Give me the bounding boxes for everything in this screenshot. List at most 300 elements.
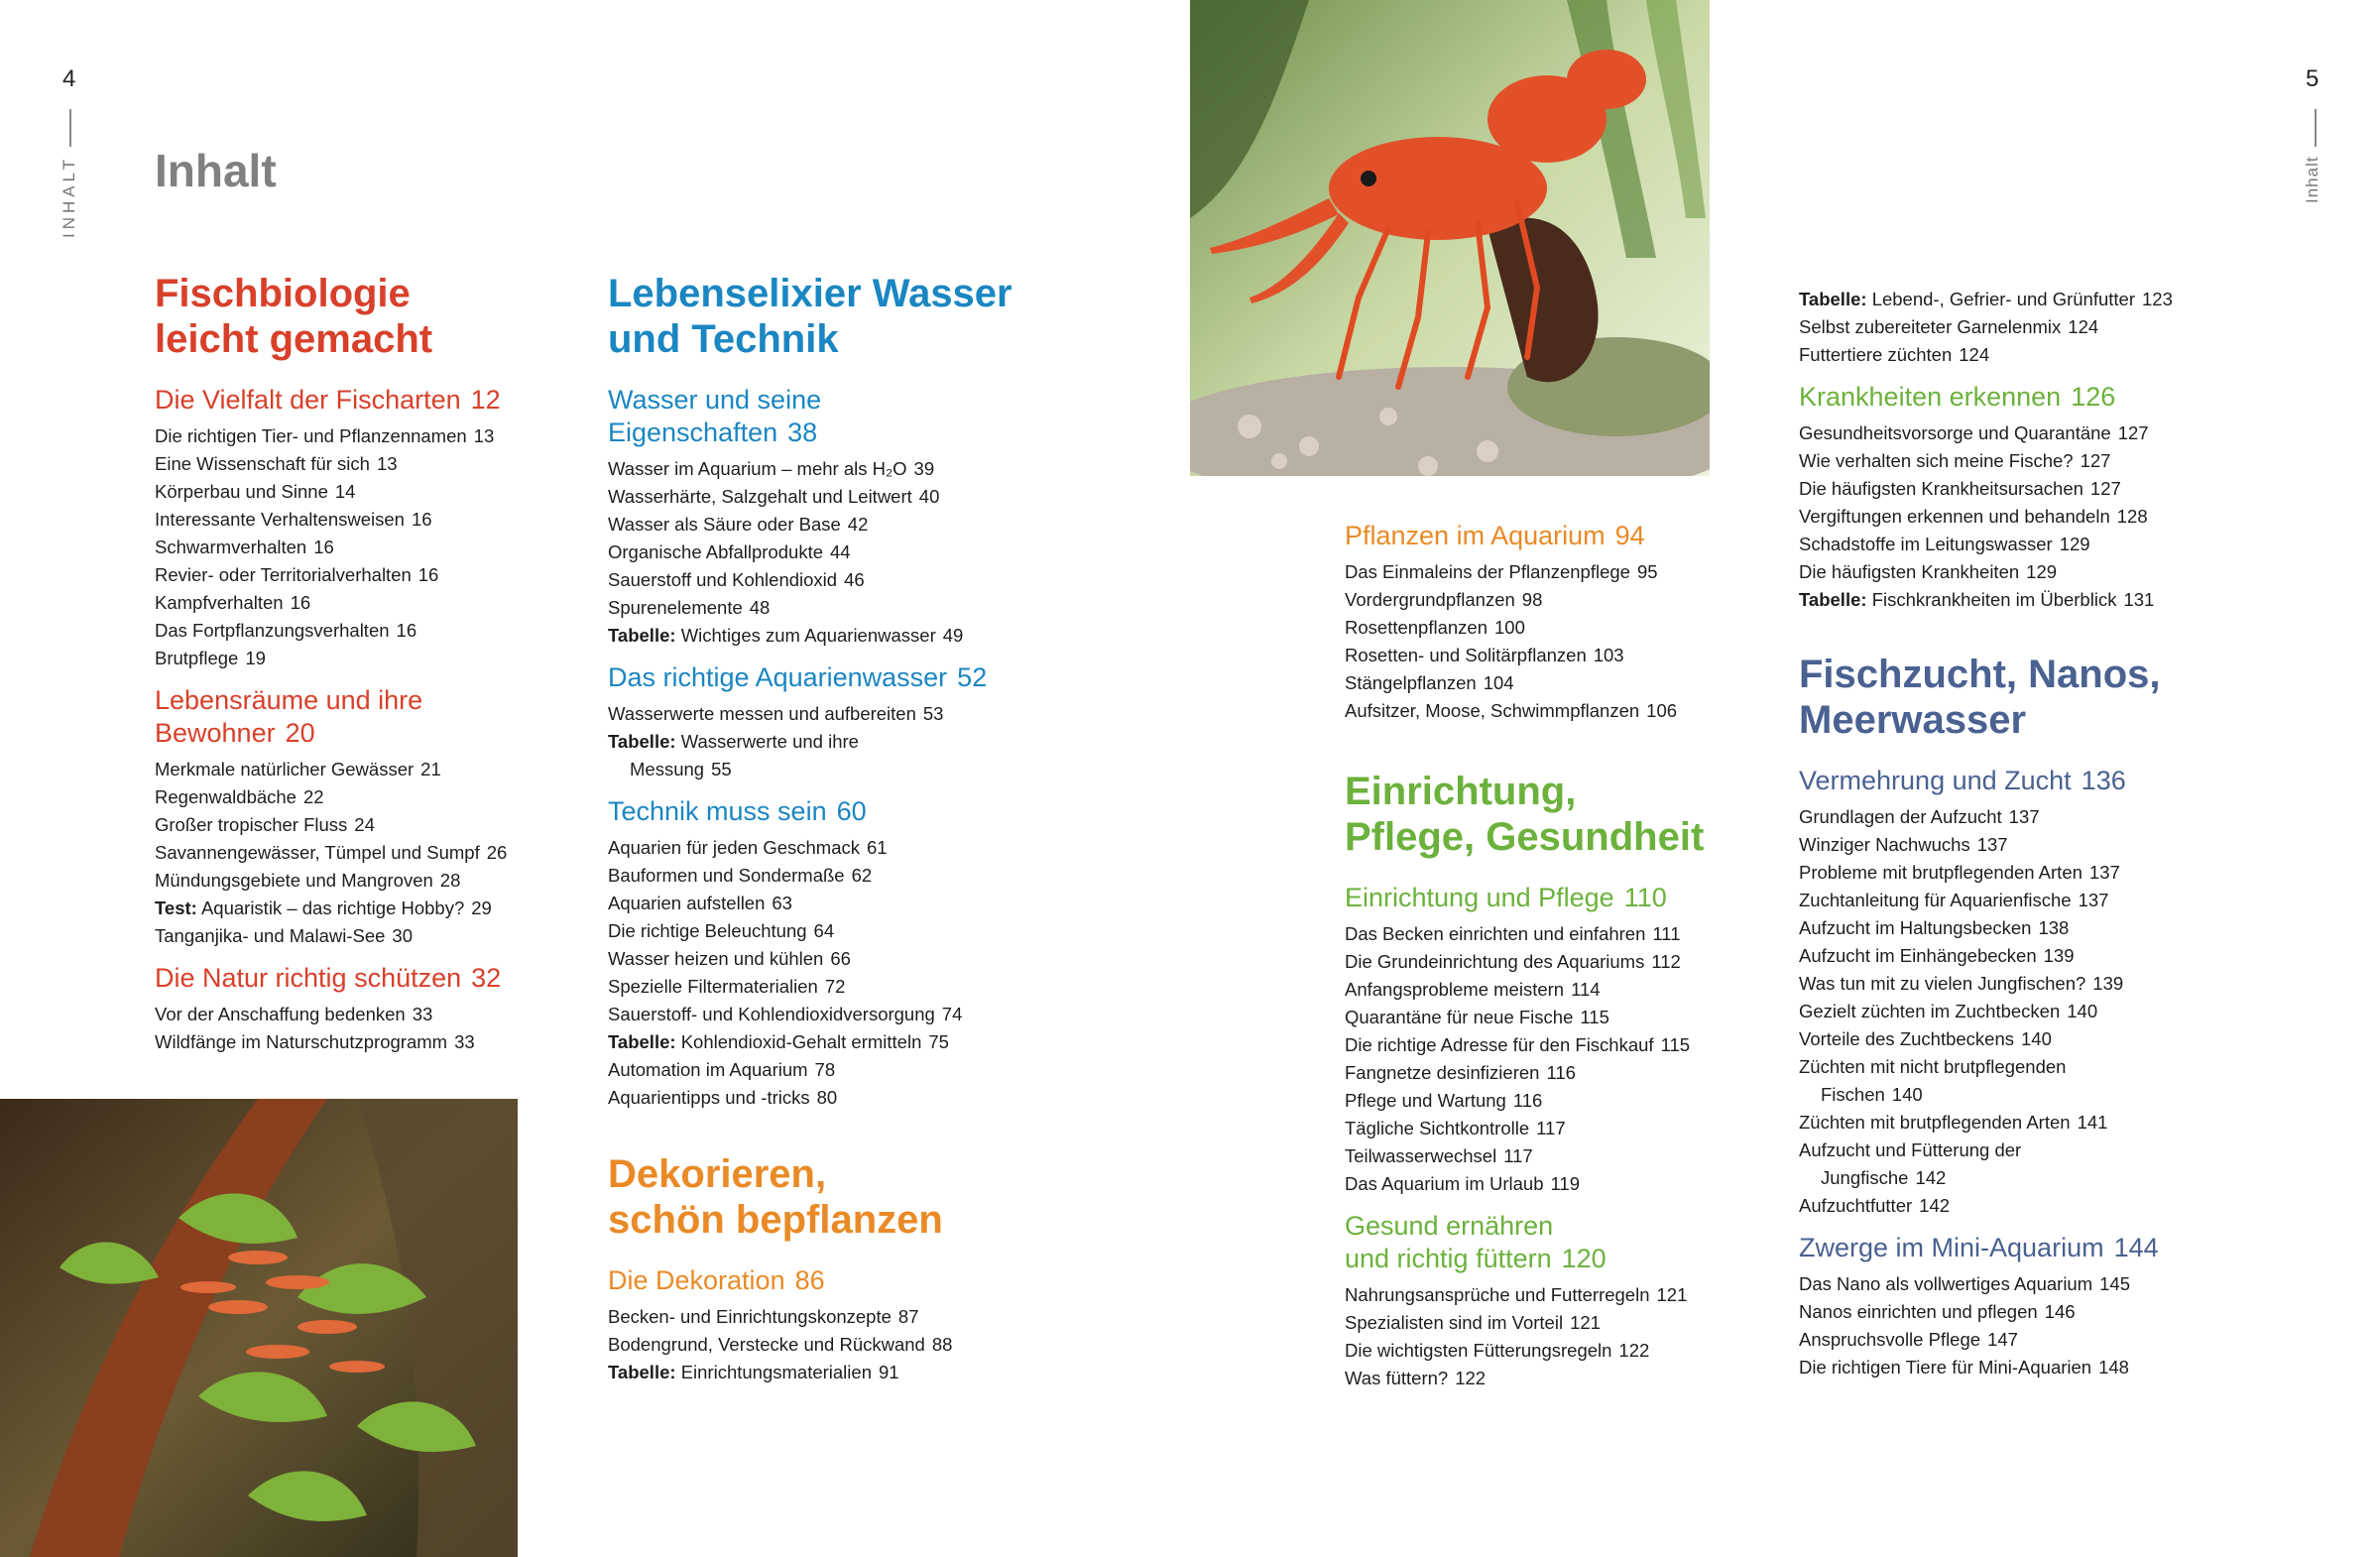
entry-title: Schwarmverhalten [155, 537, 307, 557]
toc-entry[interactable] [608, 566, 1044, 594]
toc-entry[interactable] [608, 973, 1044, 1001]
entry-title: Aufsitzer, Moose, Schwimmpflanzen [1345, 700, 1640, 721]
entry-title: Großer tropischer Fluss [155, 814, 348, 835]
toc-entry[interactable] [1799, 887, 2235, 914]
entry-title: Wasserhärte, Salzgehalt und Leitwert [608, 486, 912, 507]
toc-entry[interactable] [608, 1331, 1044, 1359]
entry-page-number: 127 [2080, 450, 2111, 471]
toc-entry-list [1799, 1270, 2235, 1381]
entry-title: Aufzucht im Einhängebecken [1799, 945, 2037, 966]
entry-page-number: 72 [824, 976, 846, 997]
entry-title: Probleme mit brutpflegenden Arten [1799, 862, 2082, 883]
entry-page-number: 103 [1593, 645, 1624, 665]
runner-rule-left [69, 109, 71, 147]
entry-page-number: 46 [844, 569, 865, 590]
entry-page-number: 104 [1483, 672, 1514, 693]
entry-page-number: 140 [1891, 1084, 1923, 1105]
toc-entry[interactable] [1799, 1298, 2235, 1326]
entry-page-number: 26 [486, 842, 508, 863]
toc-entry[interactable] [1345, 1115, 1781, 1142]
toc-entry[interactable] [1345, 642, 1781, 669]
toc-entry[interactable] [608, 1359, 1044, 1386]
chapter-heading[interactable] [608, 795, 1044, 828]
entry-prefix: Tabelle: [1799, 289, 1867, 309]
toc-entry[interactable] [1799, 286, 2235, 313]
entry-page-number: 66 [830, 948, 851, 969]
toc-entry-list [1799, 419, 2235, 614]
entry-page-number: 53 [922, 703, 944, 724]
toc-entry[interactable] [1345, 697, 1781, 725]
toc-entry[interactable] [1799, 914, 2235, 942]
toc-entry[interactable] [608, 594, 1044, 622]
entry-page-number: 146 [2044, 1301, 2076, 1322]
entry-title: Automation im Aquarium [608, 1059, 808, 1080]
entry-page-number: 137 [2008, 806, 2040, 827]
entry-title: Die richtigen Tier- und Pflanzennamen [155, 425, 467, 446]
chapter-title: Die Vielfalt der Fischarten [155, 385, 461, 415]
entry-title: Quarantäne für neue Fische [1345, 1007, 1574, 1027]
toc-entry[interactable] [155, 450, 591, 478]
toc-entry[interactable] [608, 917, 1044, 945]
entry-page-number: 137 [1976, 834, 2008, 855]
entry-page-number: 95 [1636, 561, 1658, 582]
entry-page-number: 147 [1987, 1329, 2018, 1350]
entry-page-number: 128 [2116, 506, 2148, 527]
entry-page-number: 100 [1494, 617, 1525, 638]
entry-title: Gezielt züchten im Zuchtbecken [1799, 1001, 2061, 1021]
toc-entry[interactable] [155, 1001, 591, 1028]
entry-title: Bodengrund, Verstecke und Rückwand [608, 1334, 925, 1355]
entry-page-number: 62 [851, 865, 873, 886]
entry-title: Schadstoffe im Leitungswasser [1799, 534, 2053, 554]
toc-entry[interactable] [1799, 1081, 2235, 1109]
chapter-page-number: 12 [470, 385, 501, 415]
toc-entry[interactable] [1799, 1109, 2235, 1137]
toc-entry[interactable] [1799, 341, 2235, 369]
entry-title: Gesundheitsvorsorge und Quarantäne [1799, 422, 2111, 443]
entry-page-number: 124 [1959, 344, 1990, 365]
entry-prefix: Tabelle: [608, 1362, 676, 1382]
toc-section [155, 271, 591, 1056]
chapter-heading[interactable] [1799, 1232, 2235, 1264]
toc-section [1799, 286, 2235, 614]
toc-entry-list [608, 700, 1044, 783]
entry-page-number: 48 [749, 597, 771, 618]
toc-entry[interactable] [1799, 1354, 2235, 1381]
entry-title: Winziger Nachwuchs [1799, 834, 1970, 855]
running-head-left: INHALT [60, 155, 78, 238]
toc-entry[interactable] [1799, 998, 2235, 1025]
entry-page-number: 137 [2088, 862, 2120, 883]
entry-title: Aquarientipps und -tricks [608, 1087, 810, 1108]
entry-title: Mündungsgebiete und Mangroven [155, 870, 433, 891]
toc-entry[interactable] [155, 561, 591, 589]
entry-prefix: Tabelle: [1799, 589, 1867, 610]
entry-page-number: 16 [313, 537, 334, 557]
chapter-page-number: 94 [1614, 521, 1645, 550]
entry-page-number: 127 [2117, 422, 2149, 443]
toc-entry[interactable] [155, 478, 591, 506]
toc-entry[interactable] [1345, 669, 1781, 697]
chapter-heading[interactable] [1345, 520, 1781, 552]
chapter-heading[interactable] [1345, 1210, 1781, 1275]
entry-title: Revier- oder Territorialverhalten [155, 564, 412, 585]
entry-page-number: 78 [814, 1059, 836, 1080]
entry-page-number: 138 [2038, 917, 2070, 938]
entry-page-number: 33 [412, 1004, 433, 1024]
toc-entry[interactable] [1799, 558, 2235, 586]
entry-title: Merkmale natürlicher Gewässer [155, 759, 415, 779]
entry-page-number: 115 [1580, 1007, 1609, 1027]
toc-entry[interactable] [1799, 803, 2235, 831]
toc-entry[interactable] [608, 511, 1044, 539]
toc-entry-list [1799, 803, 2235, 1220]
toc-entry[interactable] [608, 834, 1044, 862]
chapter-title: Vermehrung und Zucht [1799, 766, 2072, 795]
section-title-line: Pflege, Gesundheit [1345, 815, 1705, 859]
toc-entry[interactable] [155, 756, 591, 783]
entry-page-number: 22 [302, 786, 324, 807]
entry-page-number: 140 [2021, 1028, 2052, 1049]
entry-page-number: 64 [813, 920, 835, 941]
toc-section [1345, 769, 1781, 1392]
toc-entry[interactable] [608, 483, 1044, 511]
entry-page-number: 119 [1550, 1173, 1580, 1194]
chapter-heading[interactable] [155, 962, 591, 995]
aquarium-fish-photo [0, 1099, 518, 1557]
toc-entry[interactable] [1345, 1142, 1781, 1170]
toc-entry[interactable] [608, 862, 1044, 890]
entry-title: Lebend-, Gefrier- und Grünfutter [1871, 289, 2135, 309]
section-title-line: Lebenselixier Wasser [608, 272, 1012, 315]
entry-title: Wichtiges zum Aquarienwasser [680, 625, 936, 646]
toc-entry[interactable] [1799, 1326, 2235, 1354]
toc-entry[interactable] [1799, 831, 2235, 859]
entry-title: Aquarien aufstellen [608, 893, 766, 913]
toc-entry[interactable] [155, 811, 591, 839]
toc-entry[interactable] [1799, 1137, 2235, 1164]
toc-entry[interactable] [155, 895, 591, 922]
entry-page-number: 140 [2067, 1001, 2098, 1021]
toc-entry[interactable] [1345, 920, 1781, 948]
toc-section [608, 271, 1044, 1112]
section-title [608, 271, 1044, 362]
entry-page-number: 28 [439, 870, 461, 891]
entry-title: Savannengewässer, Tümpel und Sumpf [155, 842, 480, 863]
toc-entry[interactable] [608, 1303, 1044, 1331]
entry-page-number: 21 [420, 759, 441, 779]
toc-entry[interactable] [155, 783, 591, 811]
toc-entry[interactable] [155, 506, 591, 534]
entry-title: Eine Wissenschaft für sich [155, 453, 370, 474]
toc-entry[interactable] [1345, 1031, 1781, 1059]
entry-page-number: 55 [711, 759, 732, 779]
chapter-heading[interactable] [608, 384, 1044, 449]
entry-title: Tägliche Sichtkontrolle [1345, 1118, 1530, 1138]
chapter-heading[interactable] [1345, 882, 1781, 914]
entry-title: Spezielle Filtermaterialien [608, 976, 818, 997]
toc-entry[interactable] [608, 1084, 1044, 1112]
entry-title: Zuchtanleitung für Aquarienfische [1799, 890, 2072, 910]
chapter-title: Krankheiten erkennen [1799, 382, 2062, 412]
entry-title: Fischen [1821, 1084, 1885, 1105]
entry-page-number: 137 [2078, 890, 2109, 910]
entry-prefix: Tabelle: [608, 731, 676, 752]
entry-title: Was füttern? [1345, 1368, 1449, 1388]
entry-page-number: 74 [941, 1004, 963, 1024]
runner-rule-right [2315, 109, 2317, 147]
toc-entry[interactable] [1799, 475, 2235, 503]
entry-page-number: 112 [1651, 951, 1681, 972]
toc-entry[interactable] [1345, 1004, 1781, 1031]
entry-page-number: 139 [2092, 973, 2124, 994]
entry-title: Messung [630, 759, 705, 779]
chapter-page-number: 136 [2081, 766, 2126, 795]
chapter-heading[interactable] [1799, 381, 2235, 414]
toc-entry[interactable] [608, 1001, 1044, 1028]
entry-page-number: 139 [2043, 945, 2075, 966]
entry-page-number: 88 [931, 1334, 953, 1355]
entry-title: Wasser als Säure oder Base [608, 514, 841, 535]
toc-entry-list [1345, 1281, 1781, 1392]
entry-title: Wasserwerte und ihre [680, 731, 859, 752]
toc-entry[interactable] [155, 645, 591, 672]
entry-page-number: 127 [2089, 478, 2121, 499]
entry-title: Die richtige Beleuchtung [608, 920, 807, 941]
toc-column-2 [608, 271, 1044, 1398]
entry-page-number: 106 [1646, 700, 1678, 721]
entry-page-number: 16 [411, 509, 432, 530]
entry-title: Interessante Verhaltensweisen [155, 509, 405, 530]
chapter-page-number: 20 [285, 718, 315, 748]
toc-entry[interactable] [1345, 1087, 1781, 1115]
entry-title: Becken- und Einrichtungskonzepte [608, 1306, 892, 1327]
entry-title: Aufzucht im Haltungsbecken [1799, 917, 2032, 938]
section-title [1345, 769, 1781, 860]
entry-page-number: 42 [847, 514, 869, 535]
entry-page-number: 16 [417, 564, 439, 585]
entry-title: Wildfänge im Naturschutzprogramm [155, 1031, 448, 1052]
entry-prefix: Tabelle: [608, 1031, 676, 1052]
toc-entry[interactable] [608, 622, 1044, 650]
entry-title: Aufzuchtfutter [1799, 1195, 1913, 1216]
chapter-heading[interactable] [608, 1264, 1044, 1297]
entry-title: Wie verhalten sich meine Fische? [1799, 450, 2074, 471]
chapter-title: Einrichtung und Pflege [1345, 883, 1614, 912]
toc-entry[interactable] [155, 1028, 591, 1056]
chapter-title: Lebensräume und ihre [155, 685, 423, 715]
chapter-title: Die Dekoration [608, 1265, 785, 1295]
section-title-line: Meerwasser [1799, 698, 2027, 742]
toc-entry[interactable] [608, 728, 1044, 756]
toc-section [1345, 520, 1781, 725]
toc-entry[interactable] [155, 922, 591, 950]
toc-entry[interactable] [1345, 1170, 1781, 1198]
toc-entry[interactable] [1799, 970, 2235, 998]
toc-entry-list [155, 1001, 591, 1056]
entry-page-number: 63 [772, 893, 792, 913]
entry-title: Die wichtigsten Fütterungsregeln [1345, 1340, 1612, 1361]
entry-page-number: 30 [392, 925, 413, 946]
toc-entry[interactable] [1345, 1281, 1781, 1309]
toc-entry[interactable] [1345, 976, 1781, 1004]
toc-entry[interactable] [155, 617, 591, 645]
section-title [155, 271, 591, 362]
toc-entry[interactable] [608, 539, 1044, 566]
entry-title: Das Nano als vollwertiges Aquarium [1799, 1273, 2093, 1294]
entry-page-number: 141 [2077, 1112, 2108, 1133]
toc-entry[interactable] [608, 756, 1044, 783]
chapter-title: Gesund ernähren [1345, 1211, 1554, 1241]
toc-entry[interactable] [155, 534, 591, 561]
crayfish-photo [1190, 0, 1710, 476]
entry-title: Rosetten- und Solitärpflanzen [1345, 645, 1587, 665]
entry-page-number: 24 [354, 814, 375, 835]
toc-entry-list [1345, 558, 1781, 725]
entry-title: Das Becken einrichten und einfahren [1345, 923, 1646, 944]
toc-entry[interactable] [1799, 313, 2235, 341]
entry-title: Vergiftungen erkennen und behandeln [1799, 506, 2110, 527]
section-title-line: leicht gemacht [155, 317, 433, 361]
entry-title: Tanganjika- und Malawi-See [155, 925, 386, 946]
entry-title: Fangnetze desinfizieren [1345, 1062, 1540, 1083]
toc-entry[interactable] [608, 945, 1044, 973]
entry-page-number: 98 [1521, 589, 1543, 610]
entry-title: Wasser im Aquarium – mehr als H₂O [608, 458, 907, 479]
chapter-page-number: 52 [957, 662, 988, 692]
toc-entry[interactable] [1799, 586, 2235, 614]
entry-page-number: 87 [897, 1306, 919, 1327]
entry-title: Die Grundeinrichtung des Aquariums [1345, 951, 1645, 972]
entry-title: Sauerstoff- und Kohlendioxidversorgung [608, 1004, 935, 1024]
entry-title: Bauformen und Sondermaße [608, 865, 845, 886]
toc-entry[interactable] [608, 455, 1044, 483]
chapter-heading[interactable] [155, 384, 591, 417]
section-title-line: Fischbiologie [155, 272, 411, 315]
toc-entry[interactable] [1799, 1270, 2235, 1298]
chapter-title: Pflanzen im Aquarium [1345, 521, 1606, 550]
toc-entry[interactable] [1345, 1309, 1781, 1337]
toc-entry[interactable] [1799, 419, 2235, 447]
toc-section [1799, 652, 2235, 1381]
toc-entry-list [1345, 920, 1781, 1198]
entry-prefix: Tabelle: [608, 625, 676, 646]
toc-section [608, 1151, 1044, 1386]
chapter-title: und richtig füttern [1345, 1244, 1552, 1273]
entry-title: Anspruchsvolle Pflege [1799, 1329, 1981, 1350]
entry-title: Das Fortpflanzungsverhalten [155, 620, 390, 641]
entry-page-number: 116 [1546, 1062, 1576, 1083]
toc-entry[interactable] [1345, 948, 1781, 976]
toc-entry-list [1799, 286, 2235, 369]
chapter-title: Bewohner [155, 718, 276, 748]
toc-entry[interactable] [1345, 1365, 1781, 1392]
section-title-line: Einrichtung, [1345, 770, 1577, 813]
toc-entry[interactable] [155, 422, 591, 450]
toc-entry[interactable] [1345, 558, 1781, 586]
entry-page-number: 148 [2098, 1357, 2129, 1377]
chapter-title: Wasser und seine [608, 385, 822, 415]
entry-page-number: 117 [1536, 1118, 1566, 1138]
chapter-title: Das richtige Aquarienwasser [608, 662, 948, 692]
toc-entry[interactable] [155, 589, 591, 617]
toc-entry-list [155, 756, 591, 950]
toc-entry[interactable] [608, 1028, 1044, 1056]
entry-title: Sauerstoff und Kohlendioxid [608, 569, 838, 590]
entry-title: Einrichtungsmaterialien [680, 1362, 872, 1382]
entry-title: Jungfische [1821, 1167, 1909, 1188]
entry-title: Kohlendioxid-Gehalt ermitteln [680, 1031, 922, 1052]
toc-entry[interactable] [1799, 447, 2235, 475]
entry-page-number: 16 [396, 620, 417, 641]
entry-page-number: 80 [816, 1087, 838, 1108]
toc-entry[interactable] [608, 890, 1044, 917]
entry-title: Die häufigsten Krankheiten [1799, 561, 2020, 582]
entry-title: Spurenelemente [608, 597, 743, 618]
entry-title: Aquarien für jeden Geschmack [608, 837, 860, 858]
entry-page-number: 122 [1618, 1340, 1650, 1361]
entry-page-number: 123 [2142, 289, 2173, 309]
entry-title: Futtertiere züchten [1799, 344, 1953, 365]
toc-entry[interactable] [608, 700, 1044, 728]
entry-title: Vor der Anschaffung bedenken [155, 1004, 406, 1024]
entry-title: Stängelpflanzen [1345, 672, 1477, 693]
entry-page-number: 13 [376, 453, 398, 474]
entry-title: Nahrungsansprüche und Futterregeln [1345, 1284, 1650, 1305]
entry-page-number: 61 [867, 837, 888, 858]
toc-entry[interactable] [1799, 1164, 2235, 1192]
toc-entry[interactable] [1799, 531, 2235, 558]
entry-page-number: 29 [471, 898, 492, 918]
entry-title: Das Einmaleins der Pflanzenpflege [1345, 561, 1630, 582]
toc-entry[interactable] [1799, 1025, 2235, 1053]
entry-title: Pflege und Wartung [1345, 1090, 1506, 1111]
toc-entry[interactable] [1799, 859, 2235, 887]
toc-entry[interactable] [1345, 1337, 1781, 1365]
chapter-heading[interactable] [155, 684, 591, 750]
toc-entry[interactable] [155, 867, 591, 895]
entry-page-number: 115 [1660, 1034, 1691, 1055]
entry-title: Wasserwerte messen und aufbereiten [608, 703, 916, 724]
chapter-page-number: 126 [2071, 382, 2116, 412]
toc-entry[interactable] [1345, 586, 1781, 614]
toc-entry[interactable] [1345, 614, 1781, 642]
page-title: Inhalt [155, 145, 277, 196]
entry-title: Grundlagen der Aufzucht [1799, 806, 2002, 827]
chapter-heading[interactable] [608, 661, 1044, 694]
entry-page-number: 121 [1656, 1284, 1688, 1305]
toc-entry[interactable] [1799, 1192, 2235, 1220]
section-title-line: Dekorieren, [608, 1152, 827, 1196]
toc-entry[interactable] [1799, 503, 2235, 531]
chapter-heading[interactable] [1799, 765, 2235, 797]
toc-entry[interactable] [155, 839, 591, 867]
toc-entry[interactable] [608, 1056, 1044, 1084]
entry-title: Vorteile des Zuchtbeckens [1799, 1028, 2014, 1049]
chapter-title: Die Natur richtig schützen [155, 963, 462, 993]
toc-entry[interactable] [1799, 1053, 2235, 1081]
toc-entry[interactable] [1799, 942, 2235, 970]
toc-column-3 [1345, 520, 1781, 1404]
entry-page-number: 145 [2099, 1273, 2131, 1294]
section-title-line: schön bepflanzen [608, 1198, 943, 1242]
page-number-left: 4 [62, 65, 76, 92]
toc-entry[interactable] [1345, 1059, 1781, 1087]
running-head-right: Inhalt [2303, 156, 2321, 203]
entry-page-number: 75 [928, 1031, 949, 1052]
entry-title: Fischkrankheiten im Überblick [1871, 589, 2117, 610]
entry-title: Regenwaldbäche [155, 786, 297, 807]
